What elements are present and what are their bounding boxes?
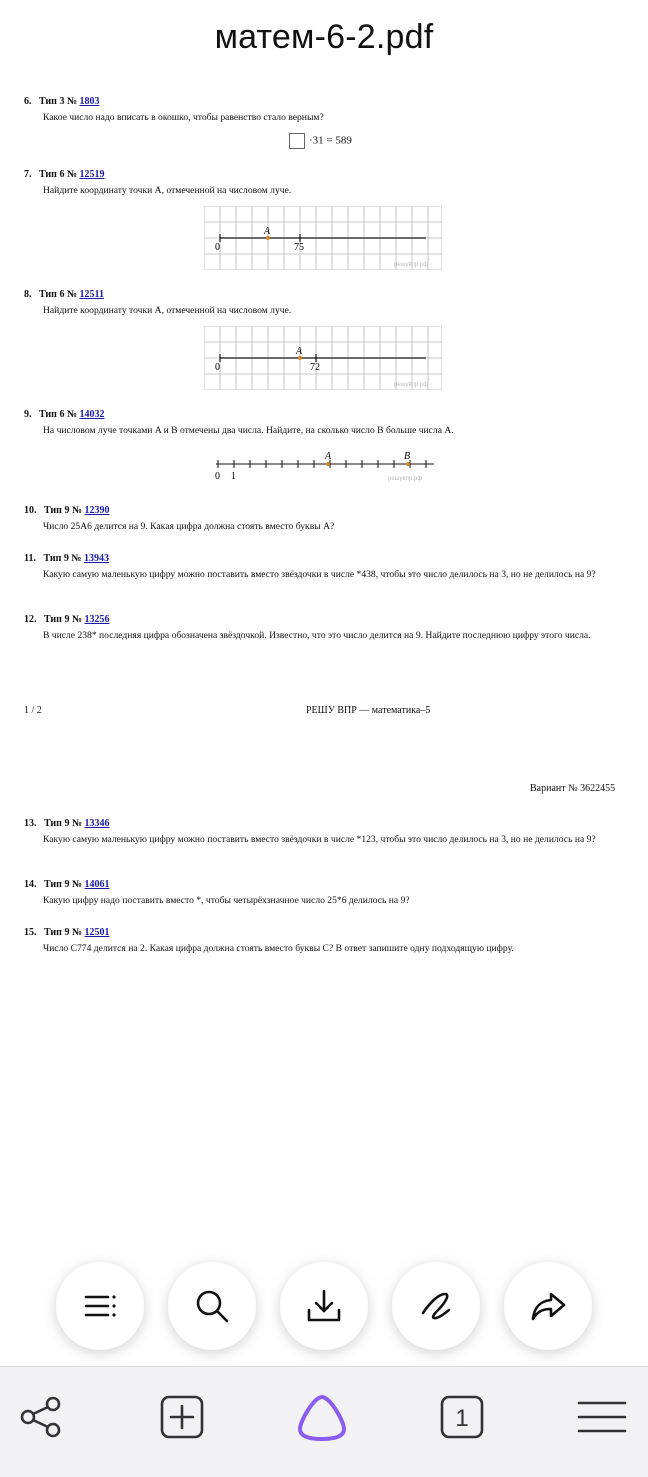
task-link[interactable]: 12519 — [79, 169, 105, 180]
equation: ·31 = 589 — [289, 133, 352, 149]
svg-text:решувпр.рф: решувпр.рф — [394, 262, 429, 268]
svg-text:B: B — [404, 451, 411, 462]
new-tab-button[interactable] — [156, 1391, 208, 1443]
task-link[interactable]: 12511 — [79, 289, 104, 300]
task-text: Число C774 делится на 2. Какая цифра должна стоять вместо буквы C? В ответ запишите одну подходящую цифру. — [43, 943, 514, 954]
search-button[interactable] — [168, 1262, 256, 1350]
share-icon — [18, 1394, 64, 1440]
task-text: Число 25A6 делится на 9. Какая цифра должна стоять вместо буквы A? — [43, 521, 335, 532]
task-7: 7. Тип 6 № 12519 Найдите координату точки A, отмеченной на числовом луче. — [24, 169, 624, 196]
page-source: РЕШУ ВПР — математика–5 — [306, 705, 431, 716]
variant-label: Вариант № 3622455 — [530, 783, 616, 794]
task-6: 6. Тип 3 № 1803 Какое число надо вписать в окошко, чтобы равенство стало верным? — [24, 96, 624, 123]
annotate-button[interactable] — [392, 1262, 480, 1350]
task-text: Какую цифру надо поставить вместо *, чтобы четырёхзначное число 25*6 делилось на 9? — [43, 895, 410, 906]
task-text: Найдите координату точки A, отмеченной на числовом луче. — [43, 185, 292, 196]
task-text: Найдите координату точки A, отмеченной на числовом луче. — [43, 305, 292, 316]
task-11: 11. Тип 9 № 13943 Какую самую маленькую цифру можно поставить вместо звёздочки в числе *438, чтобы это число делилось на 3, но не делилось на 9? — [24, 553, 624, 580]
task-text: Какую самую маленькую цифру можно поставить вместо звёздочки в числе *123, чтобы это число делилось на 3, но не делилось на 9? — [43, 834, 596, 845]
task-text: В числе 238* последняя цифра обозначена звёздочкой. Известно, что это число делится на 9. Найдите последнюю цифру этого числа. — [43, 630, 591, 641]
number-line-grid — [204, 326, 442, 390]
task-link[interactable]: 13943 — [83, 553, 109, 564]
task-link[interactable]: 12390 — [84, 505, 110, 516]
task-link[interactable]: 13256 — [84, 614, 110, 625]
task-10: 10. Тип 9 № 12390 Число 25A6 делится на 9. Какая цифра должна стоять вместо буквы A? — [24, 505, 624, 532]
task-14: 14. Тип 9 № 14061 Какую цифру надо поставить вместо *, чтобы четырёхзначное число 25*6 делилось на 9? — [24, 879, 624, 906]
contents-button[interactable] — [56, 1262, 144, 1350]
share-forward-button[interactable] — [504, 1262, 592, 1350]
point-a-marker — [326, 462, 330, 466]
tabs-counter-button[interactable] — [436, 1391, 488, 1443]
svg-text:решувпр.рф: решувпр.рф — [388, 476, 423, 482]
task-12: 12. Тип 9 № 13256 В числе 238* последняя цифра обозначена звёздочкой. Известно, что это число делится на 9. Найдите последнюю цифру этого числа. — [24, 614, 624, 641]
svg-text:решувпр.рф: решувпр.рф — [394, 382, 429, 388]
task-link[interactable]: 1803 — [79, 96, 100, 107]
pdf-viewer-title: матем-6-2.pdf — [214, 18, 434, 56]
add-tab-icon — [159, 1394, 205, 1440]
share-button[interactable] — [15, 1391, 67, 1443]
bottom-toolbar — [0, 1366, 648, 1477]
answer-box — [289, 133, 305, 149]
download-button[interactable] — [280, 1262, 368, 1350]
tabs-count: 1 — [455, 1405, 469, 1432]
task-15: 15. Тип 9 № 12501 Число C774 делится на 2. Какая цифра должна стоять вместо буквы C? В ответ запишите одну подходящую цифру. — [24, 927, 624, 954]
tabs-icon — [439, 1394, 485, 1440]
svg-text:72: 72 — [310, 362, 320, 373]
number-line-grid — [204, 206, 442, 270]
svg-text:0: 0 — [215, 242, 220, 253]
menu-button[interactable] — [576, 1391, 628, 1443]
page-number: 1 / 2 — [24, 705, 42, 716]
svg-text:75: 75 — [294, 242, 304, 253]
svg-text:A: A — [296, 346, 303, 357]
task-link[interactable]: 12501 — [84, 927, 110, 938]
svg-text:A: A — [264, 226, 271, 237]
number-line — [210, 448, 440, 484]
svg-text:A: A — [325, 451, 332, 462]
task-13: 13. Тип 9 № 13346 Какую самую маленькую цифру можно поставить вместо звёздочки в числе *123, чтобы это число делилось на 3, но не делилось на 9? — [24, 818, 624, 845]
task-text: Какую самую маленькую цифру можно поставить вместо звёздочки в числе *438, чтобы это число делилось на 3, но не делилось на 9? — [43, 569, 596, 580]
menu-icon — [577, 1397, 627, 1437]
task-9: 9. Тип 6 № 14032 На числовом луче точками A и B отмечены два числа. Найдите, на сколько число B больше числа A. — [24, 409, 624, 436]
task-link[interactable]: 13346 — [84, 818, 110, 829]
svg-text:0: 0 — [215, 471, 220, 482]
point-b-marker — [406, 462, 410, 466]
alice-icon — [296, 1391, 348, 1443]
task-text: Какое число надо вписать в окошко, чтобы равенство стало верным? — [43, 112, 324, 123]
download-icon — [304, 1286, 344, 1326]
contents-icon — [80, 1286, 120, 1326]
svg-text:0: 0 — [215, 362, 220, 373]
task-8: 8. Тип 6 № 12511 Найдите координату точки A, отмеченной на числовом луче. — [24, 289, 624, 316]
search-icon — [192, 1286, 232, 1326]
task-link[interactable]: 14061 — [84, 879, 110, 890]
svg-text:1: 1 — [231, 471, 236, 482]
assistant-button[interactable] — [296, 1391, 348, 1443]
annotate-icon — [416, 1286, 456, 1326]
share-arrow-icon — [528, 1286, 568, 1326]
task-text: На числовом луче точками A и B отмечены два числа. Найдите, на сколько число B больше числа A. — [43, 425, 454, 436]
task-link[interactable]: 14032 — [79, 409, 105, 420]
